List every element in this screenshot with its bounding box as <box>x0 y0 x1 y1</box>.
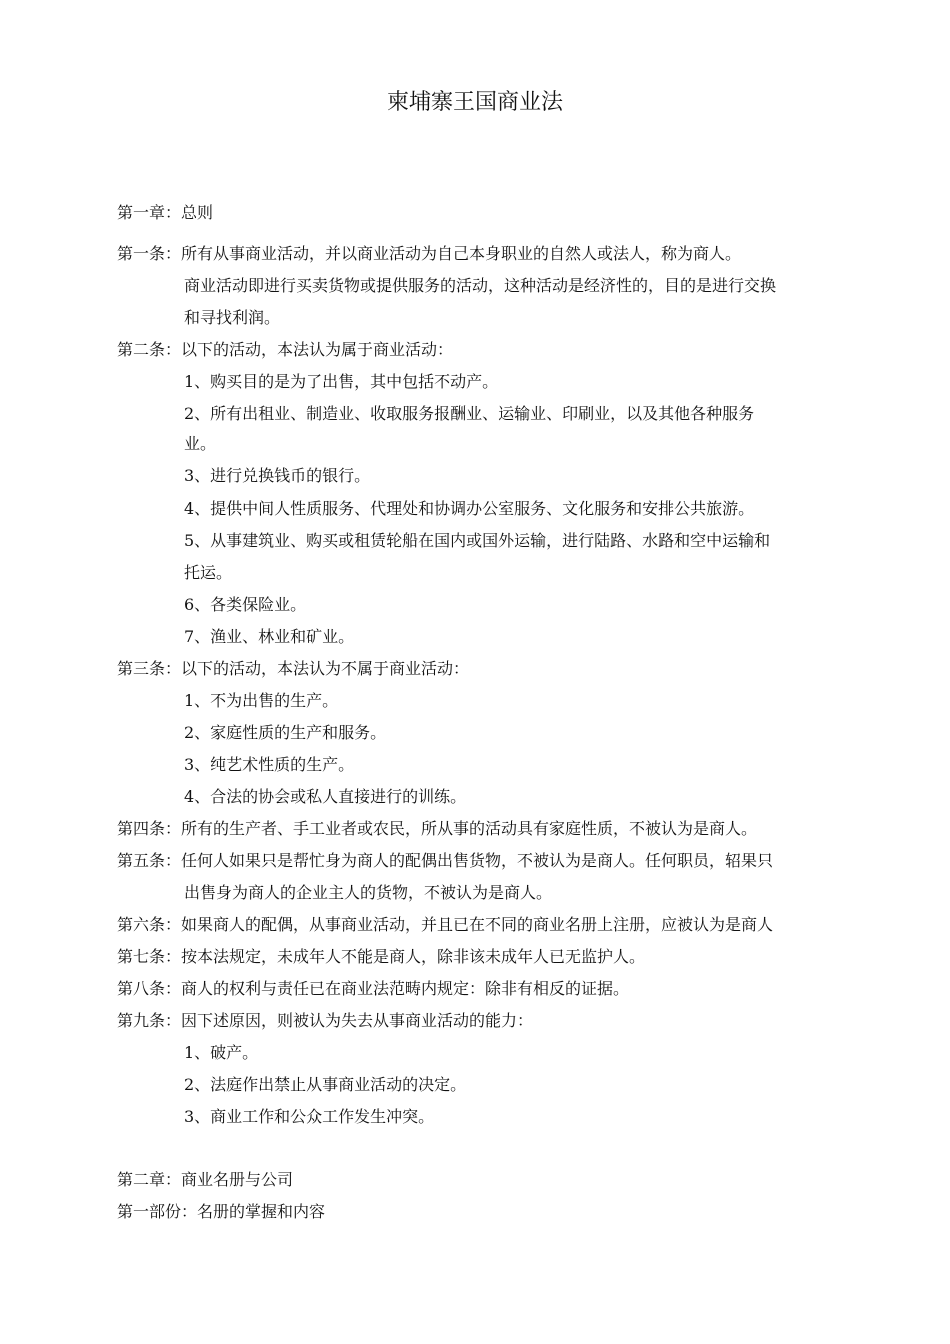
list-item: 7、渔业、林业和矿业。 <box>184 627 355 646</box>
article-7: 第七条：按本法规定，未成年人不能是商人，除非该未成年人已无监护人。 <box>117 947 646 966</box>
article-5: 第五条：任何人如果只是帮忙身为商人的配偶出售货物，不被认为是商人。任何职员，轺果只 <box>117 851 774 870</box>
list-item: 3、商业工作和公众工作发生冲突。 <box>184 1107 435 1126</box>
list-item: 2、法庭作出禁止从事商业活动的决定。 <box>184 1075 467 1094</box>
article-1: 第一条：所有从事商业活动，并以商业活动为自己本身职业的自然人或法人，称为商人。 <box>117 244 742 263</box>
article-1-paragraph-cont: 和寻找利润。 <box>184 308 281 327</box>
article-6: 第六条：如果商人的配偶，从事商业活动，并且已在不同的商业名册上注册，应被认为是商人 <box>117 915 774 934</box>
chapter-heading-2: 第二章：商业名册与公司 <box>117 1170 294 1189</box>
article-8: 第八条：商人的权利与责任已在商业法范畴内规定：除非有相反的证据。 <box>117 979 630 998</box>
list-item-cont: 托运。 <box>184 563 233 582</box>
list-item: 1、不为出售的生产。 <box>184 691 339 710</box>
article-3: 第三条：以下的活动，本法认为不属于商业活动： <box>117 659 470 678</box>
list-item: 5、从事建筑业、购买或租赁轮船在国内或国外运输，进行陆路、水路和空中运输和 <box>184 531 771 550</box>
list-item: 3、纯艺术性质的生产。 <box>184 755 355 774</box>
list-item: 3、进行兑换钱币的银行。 <box>184 466 371 485</box>
list-item: 1、购买目的是为了出售，其中包括不动产。 <box>184 372 499 391</box>
list-item: 2、家庭性质的生产和服务。 <box>184 723 387 742</box>
list-item-cont: 业。 <box>184 434 217 453</box>
document-title: 柬埔寨王国商业法 <box>386 90 563 115</box>
list-item: 1、破产。 <box>184 1043 259 1062</box>
article-4: 第四条：所有的生产者、手工业者或农民，所从事的活动具有家庭性质，不被认为是商人。 <box>117 819 758 838</box>
article-9: 第九条：因下述原因，则被认为失去从事商业活动的能力： <box>117 1011 534 1030</box>
list-item: 4、提供中间人性质服务、代理处和协调办公室服务、文化服务和安排公共旅游。 <box>184 499 755 518</box>
list-item: 2、所有出租业、制造业、收取服务报酬业、运输业、印刷业，以及其他各种服务 <box>184 404 755 423</box>
chapter-heading-1: 第一章：总则 <box>117 203 214 222</box>
list-item: 4、合法的协会或私人直接进行的训练。 <box>184 787 467 806</box>
article-5-cont: 出售身为商人的企业主人的货物，不被认为是商人。 <box>184 883 553 902</box>
article-1-paragraph: 商业活动即进行买卖货物或提供服务的活动，这种活动是经济性的，目的是进行交换 <box>184 276 777 295</box>
section-heading: 第一部份：名册的掌握和内容 <box>117 1202 326 1221</box>
article-2: 第二条：以下的活动，本法认为属于商业活动： <box>117 340 454 359</box>
list-item: 6、各类保险业。 <box>184 595 307 614</box>
